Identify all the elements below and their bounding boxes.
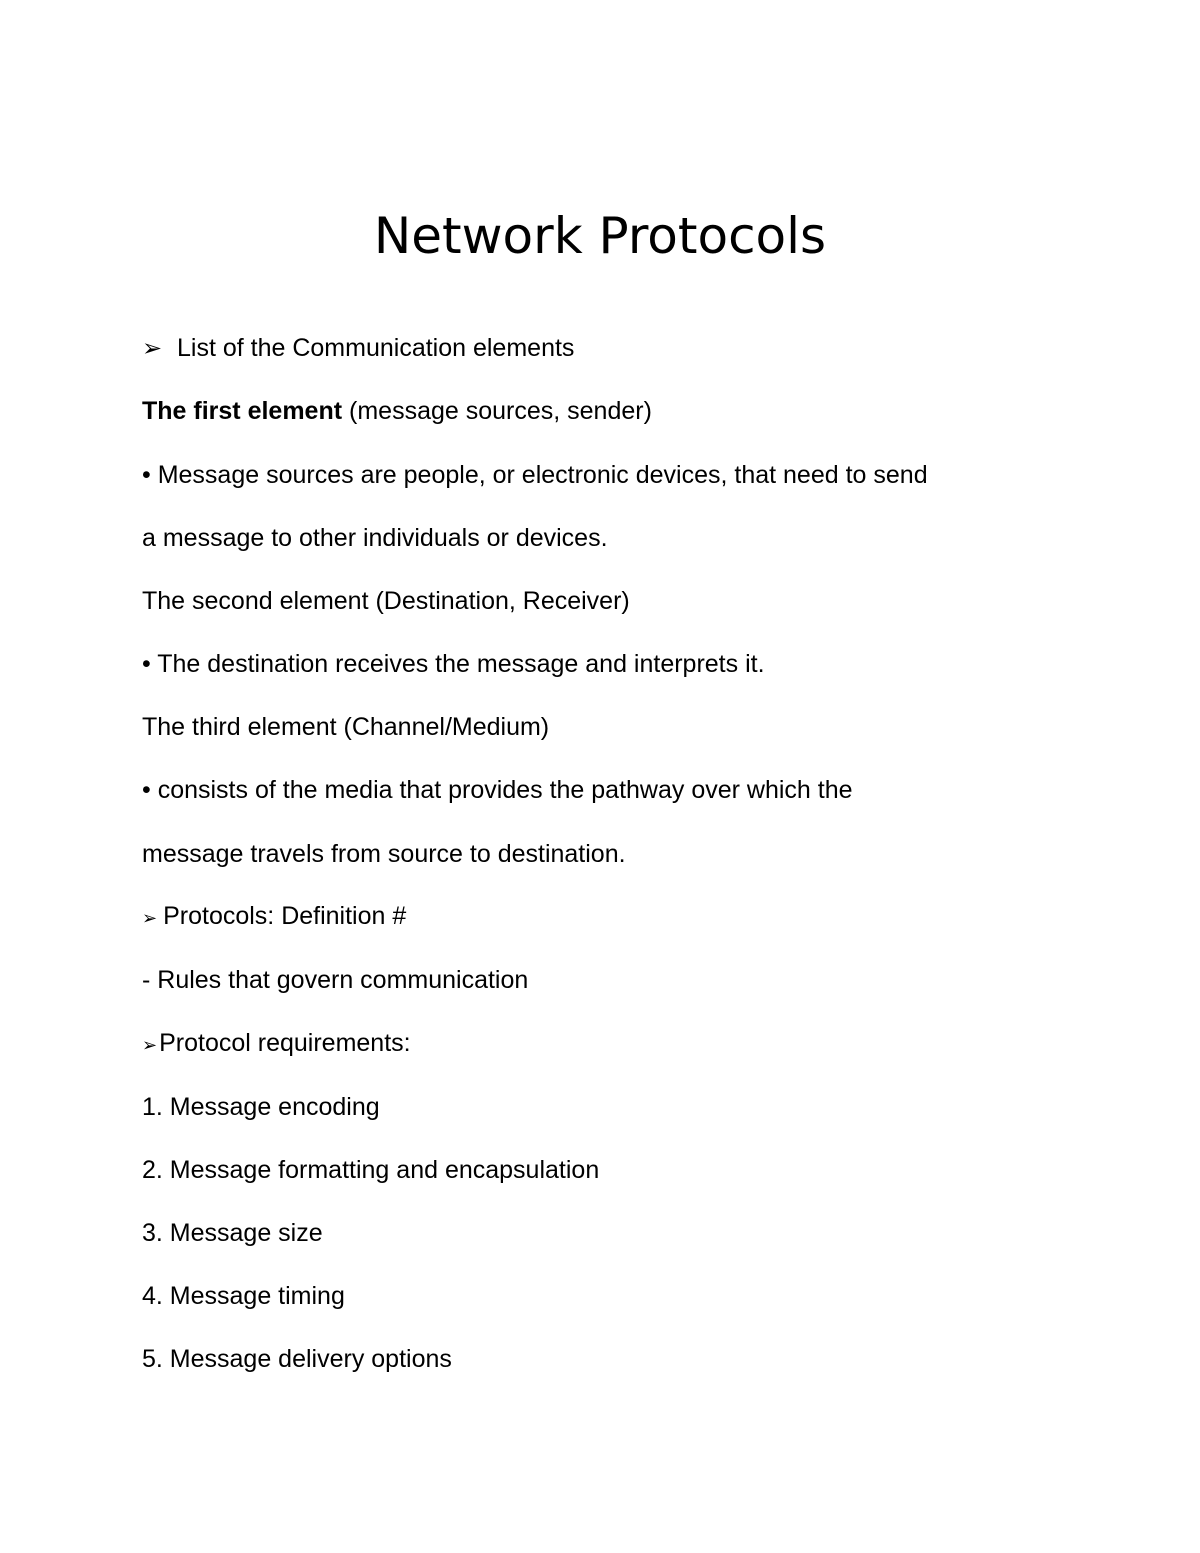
page-title: Network Protocols <box>373 207 827 265</box>
protocol-requirements-heading <box>142 1027 411 1062</box>
requirement-item-5: 5. Message delivery options <box>142 1345 452 1373</box>
protocols-definition-text: Protocols: Definition # <box>163 902 407 930</box>
list-heading <box>142 332 574 364</box>
third-element-desc-line-2: message travels from source to destination. <box>142 840 626 868</box>
second-element-desc: • The destination receives the message and interprets it. <box>142 650 765 678</box>
requirement-item-2: 2. Message formatting and encapsulation <box>142 1156 600 1184</box>
arrow-bullet-icon: ➢ <box>142 908 158 929</box>
arrow-bullet-icon: ➢ <box>142 334 163 362</box>
first-element-heading <box>142 395 652 427</box>
protocols-definition <box>142 900 406 935</box>
requirement-item-3: 3. Message size <box>142 1219 323 1247</box>
protocol-requirements-text: Protocol requirements: <box>159 1029 411 1057</box>
arrow-bullet-icon: ➢ <box>142 1035 158 1056</box>
requirement-item-4: 4. Message timing <box>142 1282 345 1310</box>
requirement-item-1: 1. Message encoding <box>142 1093 380 1121</box>
first-element-desc-line-1: • Message sources are people, or electronic devices, that need to send <box>142 461 928 489</box>
list-heading-text: List of the Communication elements <box>177 334 575 362</box>
first-element-rest: (message sources, sender) <box>342 397 652 425</box>
third-element-heading: The third element (Channel/Medium) <box>142 713 550 741</box>
rules-line: - Rules that govern communication <box>142 966 529 994</box>
first-element-desc-line-2: a message to other individuals or devices. <box>142 524 608 552</box>
third-element-desc-line-1: • consists of the media that provides the pathway over which the <box>142 776 853 804</box>
first-element-bold: The first element <box>142 397 343 425</box>
second-element-heading: The second element (Destination, Receiver) <box>142 587 630 615</box>
